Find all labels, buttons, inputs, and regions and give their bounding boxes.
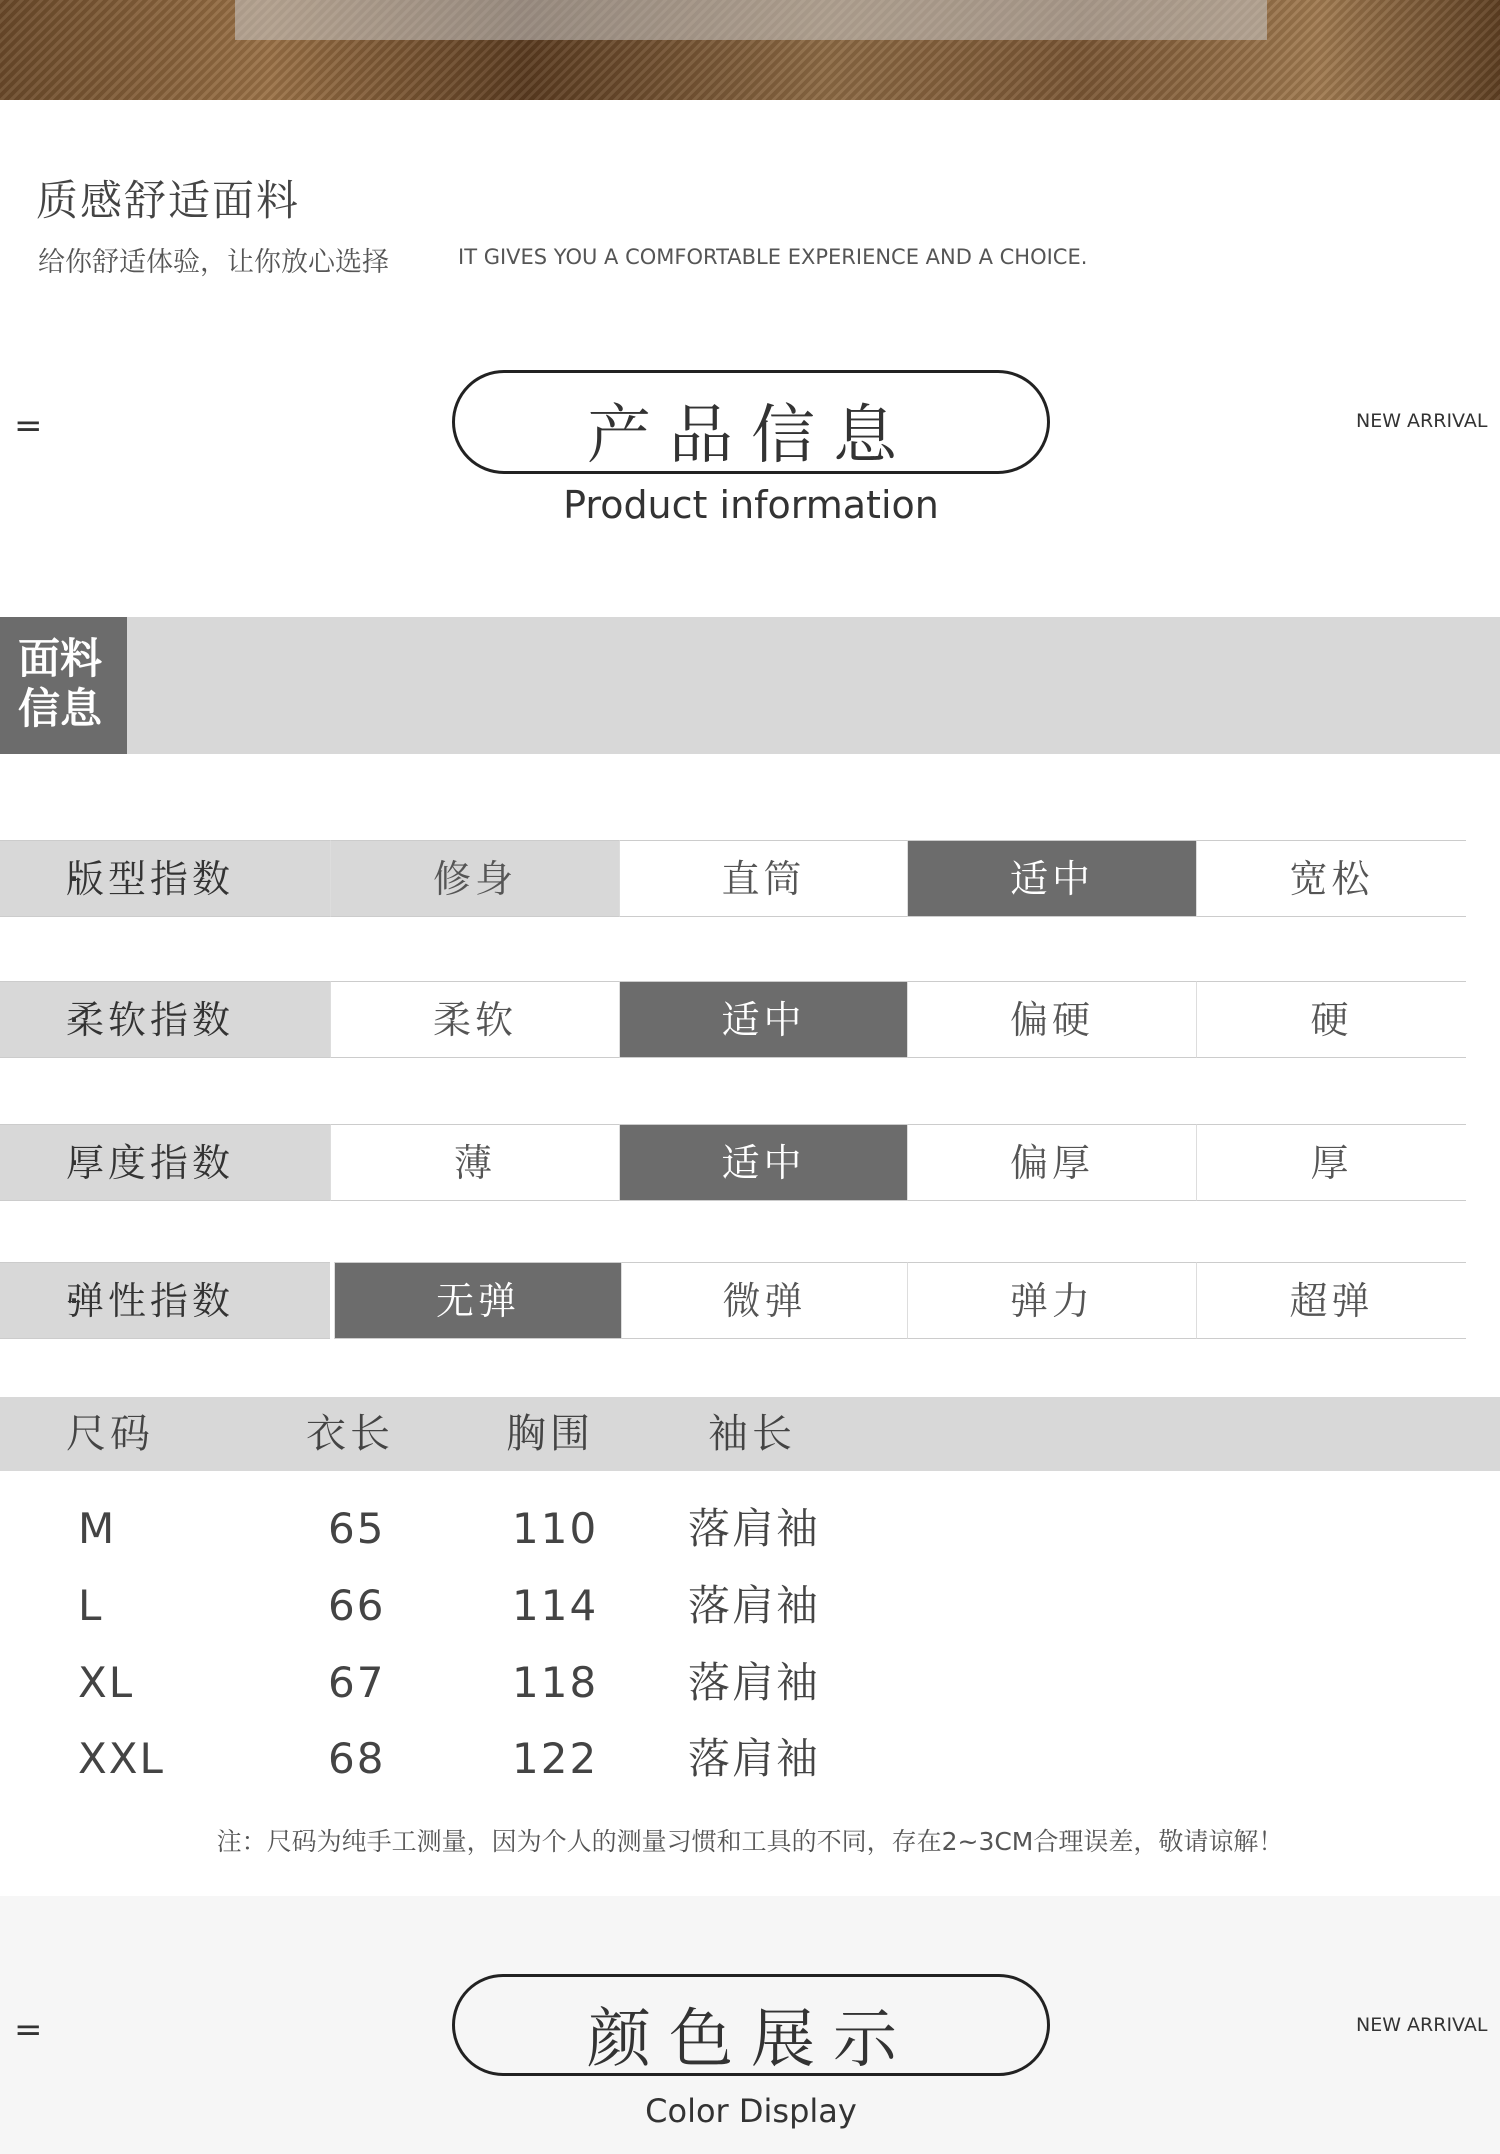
size-header-length: 衣长 xyxy=(306,1411,394,1457)
rating-label: · 弹性指数 xyxy=(0,1262,330,1339)
size-note: 注：尺码为纯手工测量，因为个人的测量习惯和工具的不同，存在2~3CM合理误差，敬请谅解！ xyxy=(216,1827,1284,1856)
chest-cell: 114 xyxy=(512,1581,599,1630)
rating-row-thickness xyxy=(0,1124,1466,1201)
new-arrival-tag: NEW ARRIVAL xyxy=(1356,410,1488,432)
rating-option: 修身 xyxy=(330,840,619,917)
section-subtitle: Product information xyxy=(563,483,939,527)
rating-option: 柔软 xyxy=(330,981,619,1058)
size-cell: XXL xyxy=(78,1734,165,1783)
banner-overlay xyxy=(235,0,1267,40)
chest-cell: 122 xyxy=(512,1734,599,1783)
section-title: 产品信息 xyxy=(587,399,915,473)
table-row xyxy=(0,1571,1000,1641)
chest-cell: 110 xyxy=(512,1504,599,1553)
fabric-info-tag-line1: 面料 xyxy=(18,634,103,683)
sleeve-cell: 落肩袖 xyxy=(688,1581,821,1630)
table-row xyxy=(0,1724,1000,1794)
new-arrival-tag: NEW ARRIVAL xyxy=(1356,2014,1488,2036)
size-header-size: 尺码 xyxy=(66,1411,154,1457)
rating-option: 微弹 xyxy=(621,1262,907,1339)
fabric-title: 质感舒适面料 xyxy=(36,176,301,225)
rating-option: 弹力 xyxy=(907,1262,1196,1339)
size-table-header xyxy=(0,1397,1500,1471)
size-cell: XL xyxy=(78,1658,135,1707)
rating-row-softness xyxy=(0,981,1466,1058)
length-cell: 67 xyxy=(328,1658,386,1707)
rating-option-selected: 适中 xyxy=(619,981,907,1058)
product-info-header xyxy=(0,370,1500,540)
fabric-info-bar xyxy=(0,617,1500,754)
rating-option: 宽松 xyxy=(1196,840,1466,917)
rating-option-selected: 适中 xyxy=(619,1124,907,1201)
chest-cell: 118 xyxy=(512,1658,599,1707)
menu-lines-icon: = xyxy=(14,406,43,446)
rating-option: 厚 xyxy=(1196,1124,1466,1201)
length-cell: 68 xyxy=(328,1734,386,1783)
fabric-info-tag-line2: 信息 xyxy=(18,684,103,733)
menu-lines-icon: = xyxy=(14,2010,43,2050)
section-title: 颜色展示 xyxy=(587,2003,915,2077)
fabric-subtitle-en: IT GIVES YOU A COMFORTABLE EXPERIENCE AND A CHOICE. xyxy=(458,245,1088,269)
section-subtitle: Color Display xyxy=(645,2092,857,2130)
fabric-subtitle-cn: 给你舒适体验，让你放心选择 xyxy=(38,247,389,278)
rating-label: · 版型指数 xyxy=(0,840,330,917)
rating-option: 超弹 xyxy=(1196,1262,1466,1339)
rating-option: 硬 xyxy=(1196,981,1466,1058)
color-display-header xyxy=(0,1974,1500,2144)
length-cell: 66 xyxy=(328,1581,386,1630)
sleeve-cell: 落肩袖 xyxy=(688,1734,821,1783)
rating-row-fit xyxy=(0,840,1466,917)
rating-option: 薄 xyxy=(330,1124,619,1201)
size-cell: L xyxy=(78,1581,104,1630)
rating-row-elasticity xyxy=(0,1262,1466,1339)
rating-option: 直筒 xyxy=(619,840,907,917)
size-header-sleeve: 袖长 xyxy=(708,1411,796,1457)
fabric-photo-banner xyxy=(0,0,1500,100)
sleeve-cell: 落肩袖 xyxy=(688,1504,821,1553)
rating-label: · 厚度指数 xyxy=(0,1124,330,1201)
size-cell: M xyxy=(78,1504,117,1553)
fabric-info-tag xyxy=(0,617,127,754)
rating-option: 偏硬 xyxy=(907,981,1196,1058)
rating-option-selected: 适中 xyxy=(907,840,1196,917)
size-header-chest: 胸围 xyxy=(506,1411,594,1457)
rating-label: · 柔软指数 xyxy=(0,981,330,1058)
rating-option-selected: 无弹 xyxy=(334,1262,621,1339)
sleeve-cell: 落肩袖 xyxy=(688,1658,821,1707)
table-row xyxy=(0,1648,1000,1718)
length-cell: 65 xyxy=(328,1504,386,1553)
rating-option: 偏厚 xyxy=(907,1124,1196,1201)
table-row xyxy=(0,1494,1000,1564)
